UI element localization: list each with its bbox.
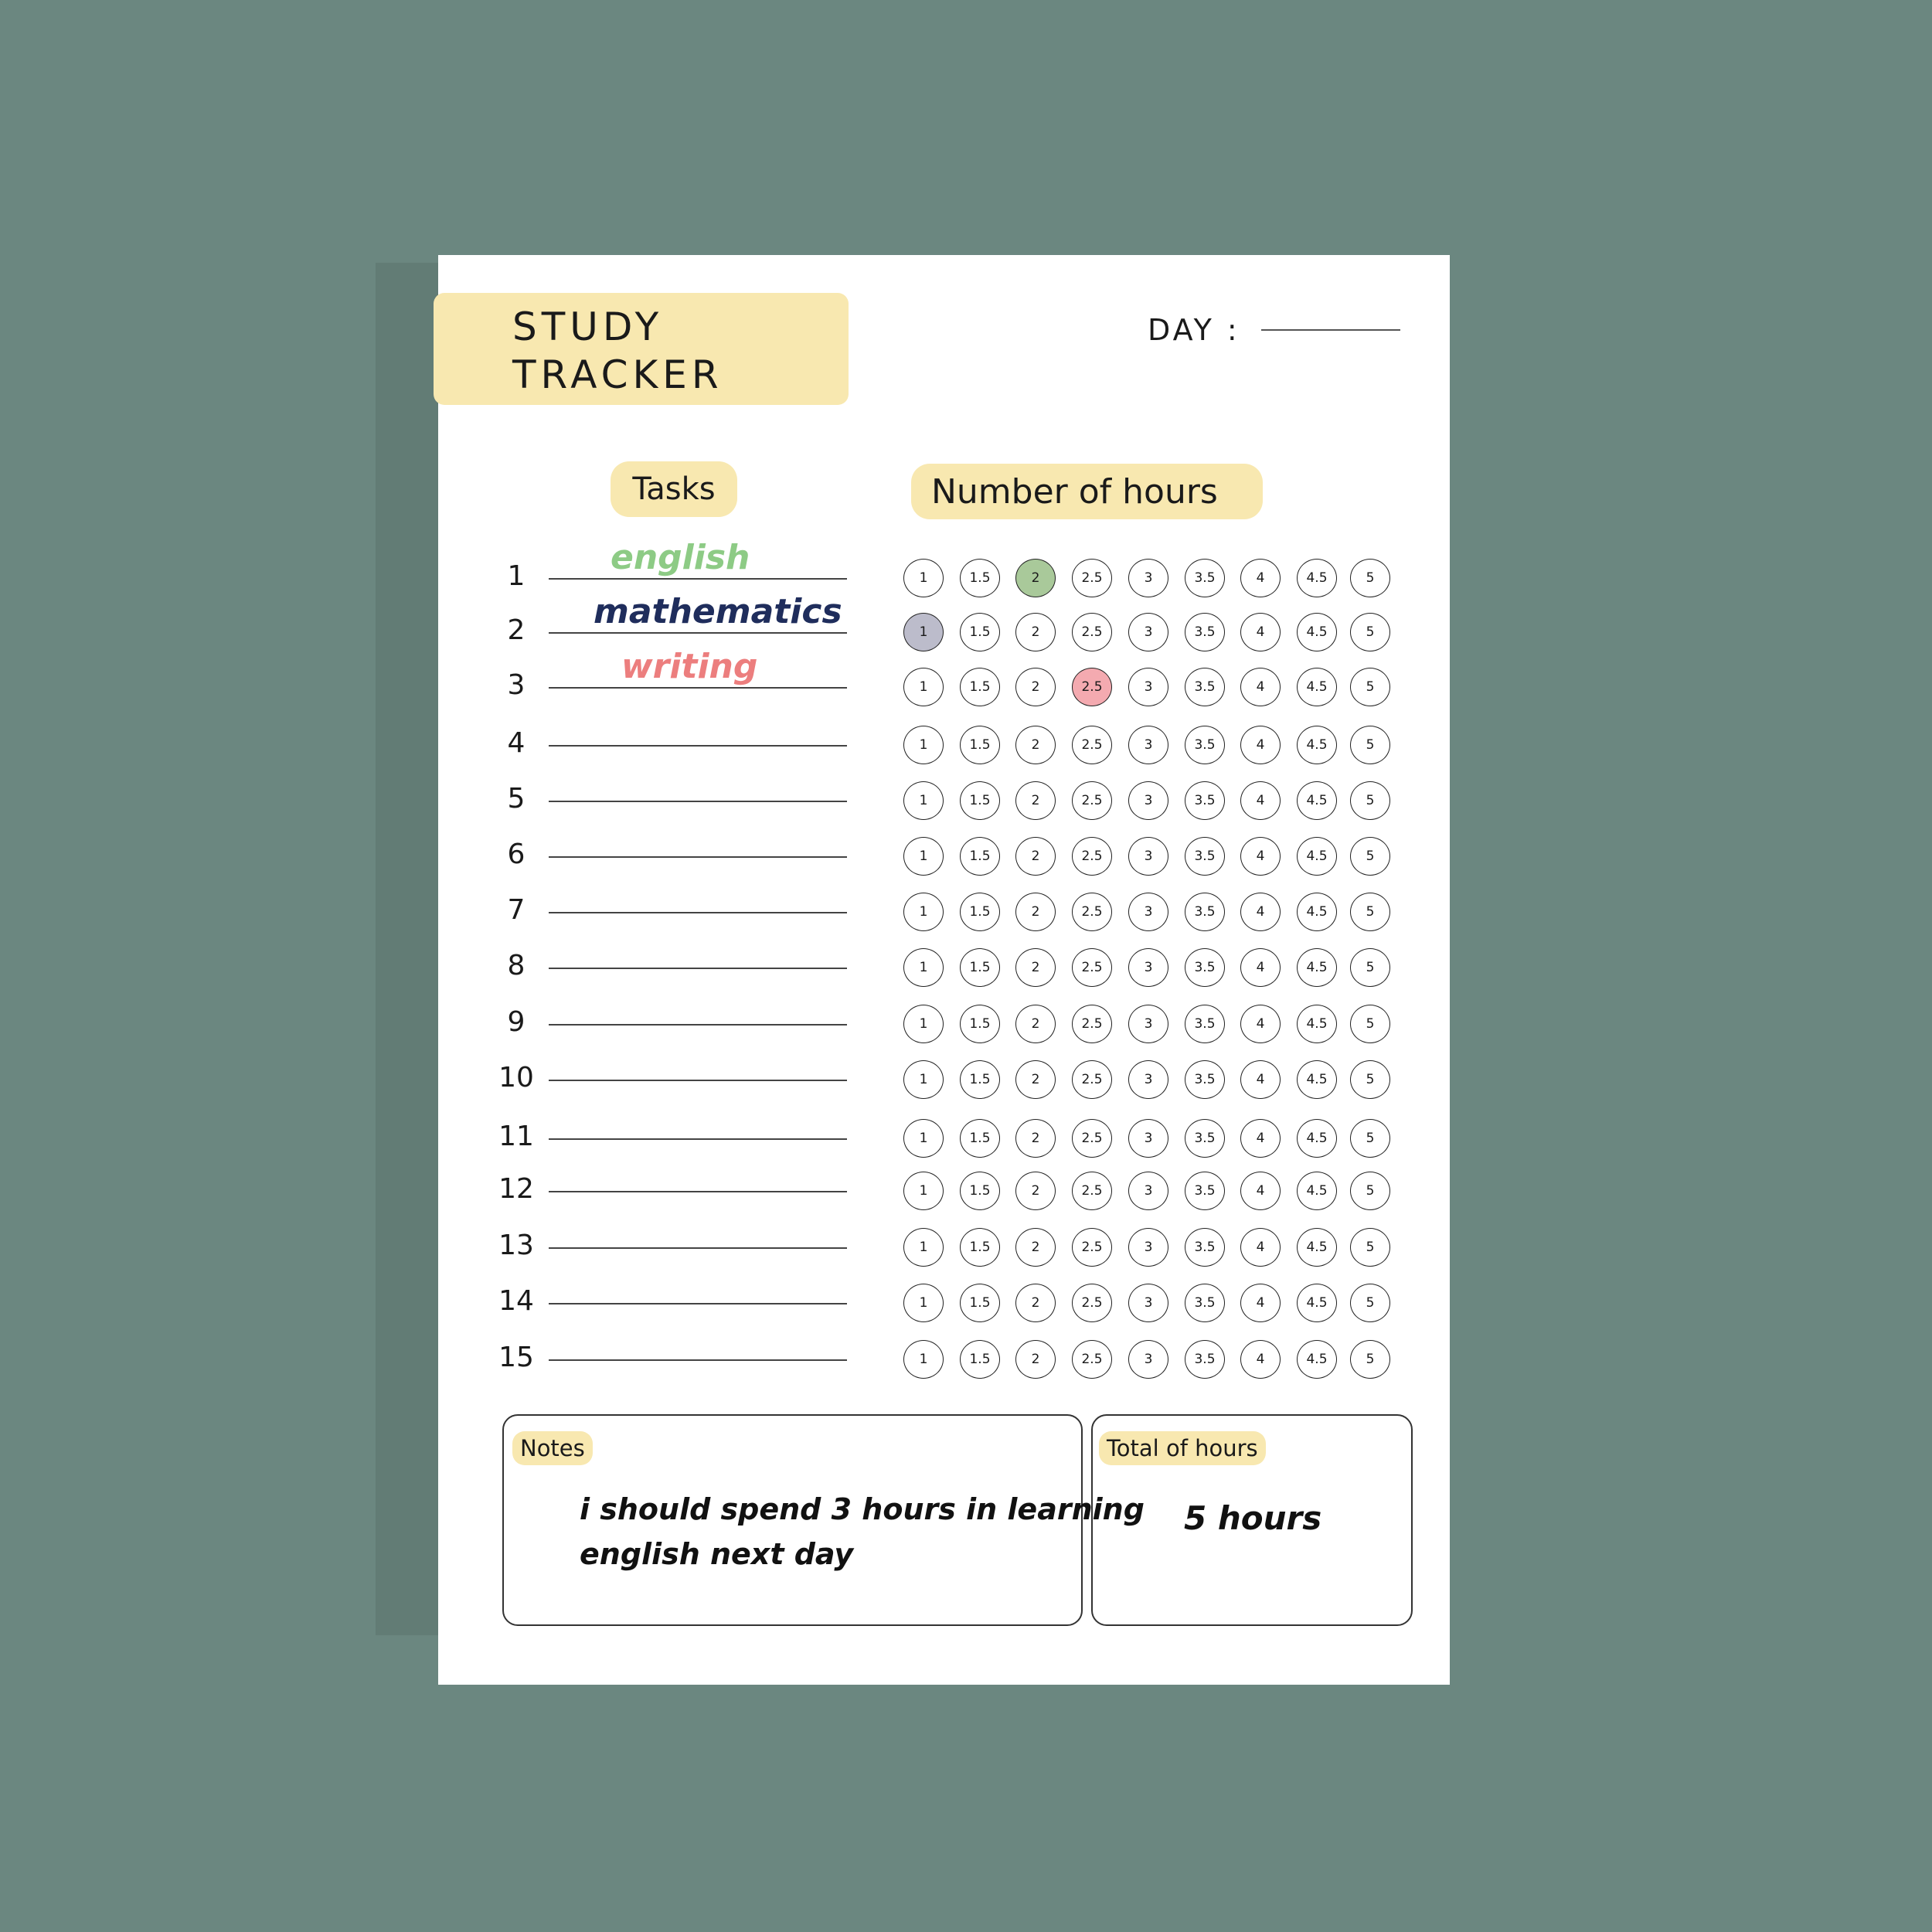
hour-bubble[interactable]: 3.5 [1185,1172,1225,1210]
hour-bubble[interactable]: 5 [1350,1119,1390,1158]
hour-bubble[interactable]: 4.5 [1297,948,1337,987]
total-label: Total of hours [1099,1431,1266,1465]
hour-bubble[interactable]: 2.5 [1072,893,1112,931]
hour-bubble[interactable]: 2.5 [1072,1119,1112,1158]
hour-bubble[interactable]: 2 [1015,893,1056,931]
task-text: writing [621,647,758,686]
hour-bubble[interactable]: 3 [1128,613,1168,651]
title-line-study: STUDY [512,304,664,349]
hour-bubble[interactable]: 4.5 [1297,1284,1337,1322]
hour-bubble[interactable]: 4.5 [1297,781,1337,820]
hour-bubble[interactable]: 3 [1128,1060,1168,1099]
hour-bubble[interactable]: 1.5 [960,613,1000,651]
hour-bubble[interactable]: 1 [903,1119,944,1158]
notes-line-1: i should spend 3 hours in learning [580,1492,1145,1526]
task-number: 3 [507,669,526,701]
hour-bubble[interactable]: 5 [1350,1284,1390,1322]
hour-bubble[interactable]: 3.5 [1185,1284,1225,1322]
hour-bubble[interactable]: 1.5 [960,893,1000,931]
task-number: 11 [498,1121,534,1152]
day-label: DAY : [1148,313,1240,347]
hour-bubble[interactable]: 4 [1240,1340,1281,1379]
task-number: 6 [507,838,526,870]
hour-bubble[interactable]: 4 [1240,613,1281,651]
hour-bubble[interactable]: 3.5 [1185,726,1225,764]
hours-header: Number of hours [911,464,1263,519]
hour-bubble[interactable]: 2.5 [1072,559,1112,597]
hour-bubble[interactable]: 1 [903,948,944,987]
hour-bubble[interactable]: 2.5 [1072,781,1112,820]
hour-bubble[interactable]: 3 [1128,1284,1168,1322]
hour-bubble[interactable]: 3.5 [1185,948,1225,987]
hour-bubble[interactable]: 4 [1240,781,1281,820]
hour-bubble[interactable]: 3 [1128,726,1168,764]
hour-bubble[interactable]: 2.5 [1072,1228,1112,1267]
task-input-line[interactable] [549,687,847,689]
hour-bubble[interactable]: 2 [1015,1228,1056,1267]
task-input-line[interactable] [549,1303,847,1304]
hour-bubble[interactable]: 4.5 [1297,1060,1337,1099]
task-text: mathematics [594,592,842,631]
hour-bubble[interactable]: 4 [1240,837,1281,876]
hour-bubble[interactable]: 2 [1015,837,1056,876]
hour-bubble[interactable]: 1 [903,1005,944,1043]
notes-label: Notes [512,1431,593,1465]
hour-bubble[interactable]: 3.5 [1185,1228,1225,1267]
task-input-line[interactable] [549,912,847,913]
hour-bubble[interactable]: 3.5 [1185,837,1225,876]
hour-bubble[interactable]: 3 [1128,837,1168,876]
hour-bubble[interactable]: 4.5 [1297,726,1337,764]
hour-bubble[interactable]: 4.5 [1297,559,1337,597]
hour-bubble[interactable]: 5 [1350,1172,1390,1210]
hour-bubble[interactable]: 3.5 [1185,1060,1225,1099]
hour-bubble[interactable]: 4 [1240,668,1281,706]
hour-bubble[interactable]: 1.5 [960,668,1000,706]
task-number: 8 [507,950,526,981]
hour-bubble[interactable]: 1 [903,1228,944,1267]
hour-bubble[interactable]: 1 [903,1284,944,1322]
hour-bubble[interactable]: 1.5 [960,837,1000,876]
task-number: 4 [507,727,526,759]
hour-bubble[interactable]: 2 [1015,1284,1056,1322]
hour-bubble[interactable]: 1.5 [960,781,1000,820]
hour-bubble[interactable]: 4 [1240,1060,1281,1099]
hour-bubble[interactable]: 1.5 [960,559,1000,597]
hour-bubble[interactable]: 3.5 [1185,893,1225,931]
hour-bubble[interactable]: 4 [1240,559,1281,597]
hour-bubble[interactable]: 2.5 [1072,1172,1112,1210]
hour-bubble[interactable]: 2 [1015,781,1056,820]
task-number: 7 [507,894,526,926]
task-input-line[interactable] [549,968,847,969]
hour-bubble[interactable]: 2 [1015,668,1056,706]
hour-bubble[interactable]: 2.5 [1072,726,1112,764]
hour-bubble[interactable]: 5 [1350,781,1390,820]
hour-bubble[interactable]: 3 [1128,1340,1168,1379]
hour-bubble[interactable]: 3 [1128,948,1168,987]
hour-bubble[interactable]: 5 [1350,613,1390,651]
hour-bubble[interactable]: 4 [1240,1005,1281,1043]
hour-bubble[interactable]: 2 [1015,613,1056,651]
hour-bubble[interactable]: 3.5 [1185,668,1225,706]
page-shadow [376,263,445,1635]
hour-bubble[interactable]: 2 [1015,1119,1056,1158]
hour-bubble[interactable]: 5 [1350,1228,1390,1267]
hour-bubble[interactable]: 2 [1015,1340,1056,1379]
hour-bubble[interactable]: 4.5 [1297,893,1337,931]
task-input-line[interactable] [549,1359,847,1361]
hour-bubble[interactable]: 1 [903,1172,944,1210]
task-input-line[interactable] [549,801,847,802]
hour-bubble[interactable]: 2.5 [1072,837,1112,876]
task-input-line[interactable] [549,1191,847,1192]
hour-bubble[interactable]: 2.5 [1072,668,1112,706]
hour-bubble[interactable]: 3.5 [1185,1119,1225,1158]
hour-bubble[interactable]: 4.5 [1297,613,1337,651]
hour-bubble[interactable]: 3 [1128,668,1168,706]
hour-bubble[interactable]: 4 [1240,726,1281,764]
hour-bubble[interactable]: 2 [1015,948,1056,987]
hour-bubble[interactable]: 3 [1128,781,1168,820]
hour-bubble[interactable]: 3 [1128,893,1168,931]
hour-bubble[interactable]: 4 [1240,1119,1281,1158]
hour-bubble[interactable]: 2.5 [1072,1005,1112,1043]
tasks-header: Tasks [611,461,737,517]
hour-bubble[interactable]: 1.5 [960,1119,1000,1158]
hour-bubble[interactable]: 4 [1240,1172,1281,1210]
hour-bubble[interactable]: 1.5 [960,726,1000,764]
hour-bubble[interactable]: 3 [1128,559,1168,597]
hour-bubble[interactable]: 2.5 [1072,613,1112,651]
hour-bubble[interactable]: 2 [1015,1005,1056,1043]
hour-bubble[interactable]: 1 [903,559,944,597]
day-input-line[interactable] [1261,329,1400,331]
task-input-line[interactable] [549,578,847,580]
hour-bubble[interactable]: 1.5 [960,1340,1000,1379]
hour-bubble[interactable]: 3 [1128,1228,1168,1267]
hour-bubble[interactable]: 2.5 [1072,1340,1112,1379]
task-number: 10 [498,1062,534,1094]
task-input-line[interactable] [549,745,847,747]
hour-bubble[interactable]: 2 [1015,1060,1056,1099]
hour-bubble[interactable]: 2.5 [1072,948,1112,987]
task-number: 13 [498,1230,534,1261]
task-input-line[interactable] [549,632,847,634]
hour-bubble[interactable]: 1 [903,893,944,931]
hour-bubble[interactable]: 3 [1128,1005,1168,1043]
hour-bubble[interactable]: 5 [1350,726,1390,764]
hour-bubble[interactable]: 2 [1015,1172,1056,1210]
task-input-line[interactable] [549,1138,847,1140]
hour-bubble[interactable]: 4.5 [1297,1119,1337,1158]
hour-bubble[interactable]: 4 [1240,1228,1281,1267]
hour-bubble[interactable]: 5 [1350,948,1390,987]
hour-bubble[interactable]: 1 [903,726,944,764]
hour-bubble[interactable]: 1 [903,1340,944,1379]
hour-bubble[interactable]: 5 [1350,1005,1390,1043]
task-number: 15 [498,1342,534,1373]
hour-bubble[interactable]: 3.5 [1185,559,1225,597]
hour-bubble[interactable]: 3.5 [1185,781,1225,820]
hour-bubble[interactable]: 4.5 [1297,1340,1337,1379]
hour-bubble[interactable]: 2.5 [1072,1060,1112,1099]
task-input-line[interactable] [549,856,847,858]
hour-bubble[interactable]: 4 [1240,893,1281,931]
task-input-line[interactable] [549,1024,847,1026]
hour-bubble[interactable]: 4 [1240,948,1281,987]
task-number: 1 [507,560,526,592]
task-number: 14 [498,1285,534,1317]
hour-bubble[interactable]: 3.5 [1185,613,1225,651]
notes-line-2: english next day [580,1537,854,1571]
hour-bubble[interactable]: 4.5 [1297,668,1337,706]
hour-bubble[interactable]: 4.5 [1297,1005,1337,1043]
hour-bubble[interactable]: 1.5 [960,1172,1000,1210]
hour-bubble[interactable]: 1 [903,1060,944,1099]
hour-bubble[interactable]: 5 [1350,837,1390,876]
hour-bubble[interactable]: 5 [1350,668,1390,706]
hour-bubble[interactable]: 1 [903,668,944,706]
hour-bubble[interactable]: 4.5 [1297,837,1337,876]
title-line-tracker: TRACKER [512,352,723,397]
hour-bubble[interactable]: 4 [1240,1284,1281,1322]
hour-bubble[interactable]: 1.5 [960,1284,1000,1322]
task-number: 12 [498,1173,534,1205]
total-value: 5 hours [1184,1499,1322,1537]
hour-bubble[interactable]: 3 [1128,1172,1168,1210]
hour-bubble[interactable]: 5 [1350,1060,1390,1099]
hour-bubble[interactable]: 1.5 [960,1060,1000,1099]
hour-bubble[interactable]: 5 [1350,559,1390,597]
hour-bubble[interactable]: 2.5 [1072,1284,1112,1322]
hour-bubble[interactable]: 4.5 [1297,1172,1337,1210]
task-text: english [611,538,750,577]
hour-bubble[interactable]: 1 [903,613,944,651]
notes-text [580,1487,1145,1577]
hour-bubble[interactable]: 1.5 [960,1005,1000,1043]
hour-bubble[interactable]: 1 [903,837,944,876]
hour-bubble[interactable]: 3 [1128,1119,1168,1158]
hour-bubble[interactable]: 2 [1015,726,1056,764]
hour-bubble[interactable]: 3.5 [1185,1005,1225,1043]
task-input-line[interactable] [549,1247,847,1249]
hour-bubble[interactable]: 5 [1350,1340,1390,1379]
hour-bubble[interactable]: 1 [903,781,944,820]
hour-bubble[interactable]: 4.5 [1297,1228,1337,1267]
hour-bubble[interactable]: 2 [1015,559,1056,597]
task-number: 2 [507,614,526,646]
task-number: 9 [507,1006,526,1038]
hour-bubble[interactable]: 5 [1350,893,1390,931]
hour-bubble[interactable]: 1.5 [960,948,1000,987]
task-number: 5 [507,783,526,815]
hour-bubble[interactable]: 3.5 [1185,1340,1225,1379]
task-input-line[interactable] [549,1080,847,1081]
hour-bubble[interactable]: 1.5 [960,1228,1000,1267]
